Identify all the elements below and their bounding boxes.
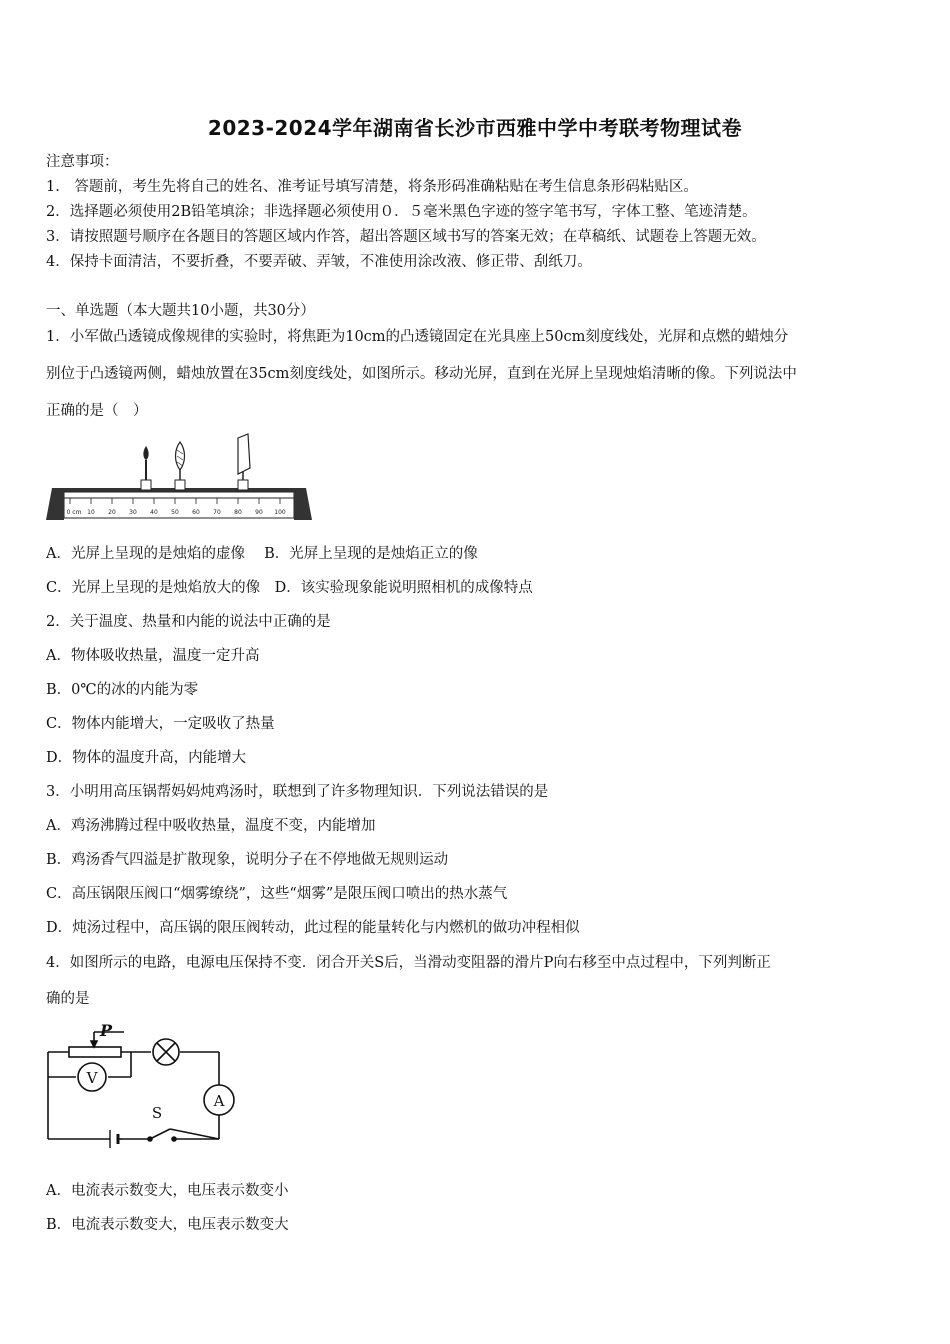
question-option: B．0℃的冰的内能为零 [46, 682, 199, 698]
bench-rail [64, 492, 294, 498]
question-option: A．物体吸收热量，温度一定升高 [46, 648, 260, 664]
slider-arrow [91, 1041, 97, 1047]
question-options: A．光屏上呈现的是烛焰的虚像 B．光屏上呈现的是烛焰正立的像 [46, 546, 478, 562]
convex-lens [175, 442, 185, 490]
question-option: C．物体内能增大，一定吸收了热量 [46, 716, 275, 732]
section-heading: 一、单选题（本大题共10小题，共30分） [46, 303, 315, 319]
question-option: C．高压锅限压阀口“烟雾缭绕”，这些“烟雾”是限压阀口喷出的热水蒸气 [46, 886, 508, 902]
question-stem: 4．如图所示的电路，电源电压保持不变．闭合开关S后，当滑动变阻器的滑片P向右移至中点过程中，下列判断正 [46, 955, 771, 971]
ammeter-label: A [213, 1092, 225, 1110]
question-options: C．光屏上呈现的是烛焰放大的像 D．该实验现象能说明照相机的成像特点 [46, 580, 533, 596]
ruler-label: 20 [108, 509, 116, 516]
question-option: D．物体的温度升高，内能增大 [46, 750, 247, 766]
ruler-label: 60 [192, 509, 200, 516]
question-stem: 确的是 [46, 991, 90, 1007]
candle-flame [143, 446, 148, 460]
optical-bench-figure [44, 430, 314, 525]
candle-holder [141, 446, 151, 490]
notice-item: 2．选择题必须使用2B铅笔填涂；非选择题必须使用０．５毫米黑色字迹的签字笔书写，字体工整、笔迹清楚。 [46, 204, 757, 220]
ruler-label: 40 [150, 509, 158, 516]
question-stem: 2．关于温度、热量和内能的说法中正确的是 [46, 614, 331, 630]
voltmeter-label: V [86, 1069, 98, 1087]
question-stem: 1．小军做凸透镜成像规律的实验时，将焦距为10cm的凸透镜固定在光具座上50cm刻度线处，光屏和点燃的蜡烛分 [46, 329, 789, 345]
ruler-label: 70 [213, 509, 221, 516]
ruler-label: 30 [129, 509, 137, 516]
switch-label: S [151, 1104, 163, 1122]
notice-item: 3．请按照题号顺序在各题目的答题区域内作答，超出答题区域书写的答案无效；在草稿纸、试题卷上答题无效。 [46, 229, 766, 245]
bench-left-leg [46, 488, 64, 520]
question-option: B．鸡汤香气四溢是扩散现象，说明分子在不停地做无规则运动 [46, 852, 449, 868]
notice-item: 4．保持卡面清洁，不要折叠，不要弄破、弄皱，不准使用涂改液、修正带、刮纸刀。 [46, 254, 592, 270]
question-option: D．炖汤过程中，高压锅的限压阀转动，此过程的能量转化与内燃机的做功冲程相似 [46, 920, 580, 936]
ruler-label: 10 [87, 509, 95, 516]
question-stem: 3．小明用高压锅帮妈妈炖鸡汤时，联想到了许多物理知识．下列说法错误的是 [46, 784, 549, 800]
rheostat [69, 1047, 121, 1057]
question-option: A．电流表示数变大，电压表示数变小 [46, 1183, 289, 1199]
ruler-label: 80 [234, 509, 242, 516]
notice-item: 1. 答题前，考生先将自己的姓名、准考证号填写清楚，将条形码准确粘贴在考生信息条形码粘贴区。 [46, 179, 698, 195]
notice-heading: 注意事项： [46, 154, 119, 170]
bench-right-leg [294, 488, 312, 520]
exam-title: 2023-2024学年湖南省长沙市西雅中学中考联考物理试卷 [207, 116, 743, 140]
light-screen [238, 434, 250, 490]
ruler-label: 50 [171, 509, 179, 516]
question-stem: 别位于凸透镜两侧，蜡烛放置在35cm刻度线处，如图所示。移动光屏，直到在光屏上呈现烛焰清晰的像。下列说法中 [46, 366, 797, 382]
question-stem: 正确的是（ ） [46, 403, 148, 419]
slider-label: P [99, 1022, 113, 1040]
ruler-label: 90 [255, 509, 263, 516]
switch-blade [150, 1129, 170, 1139]
ruler-label: 100 [274, 509, 286, 516]
ruler-label: 0 cm [66, 509, 82, 516]
question-option: B．电流表示数变大，电压表示数变大 [46, 1217, 289, 1233]
question-option: A．鸡汤沸腾过程中吸收热量，温度不变，内能增加 [46, 818, 376, 834]
circuit-diagram [44, 1022, 249, 1152]
switch-contact [172, 1137, 176, 1141]
